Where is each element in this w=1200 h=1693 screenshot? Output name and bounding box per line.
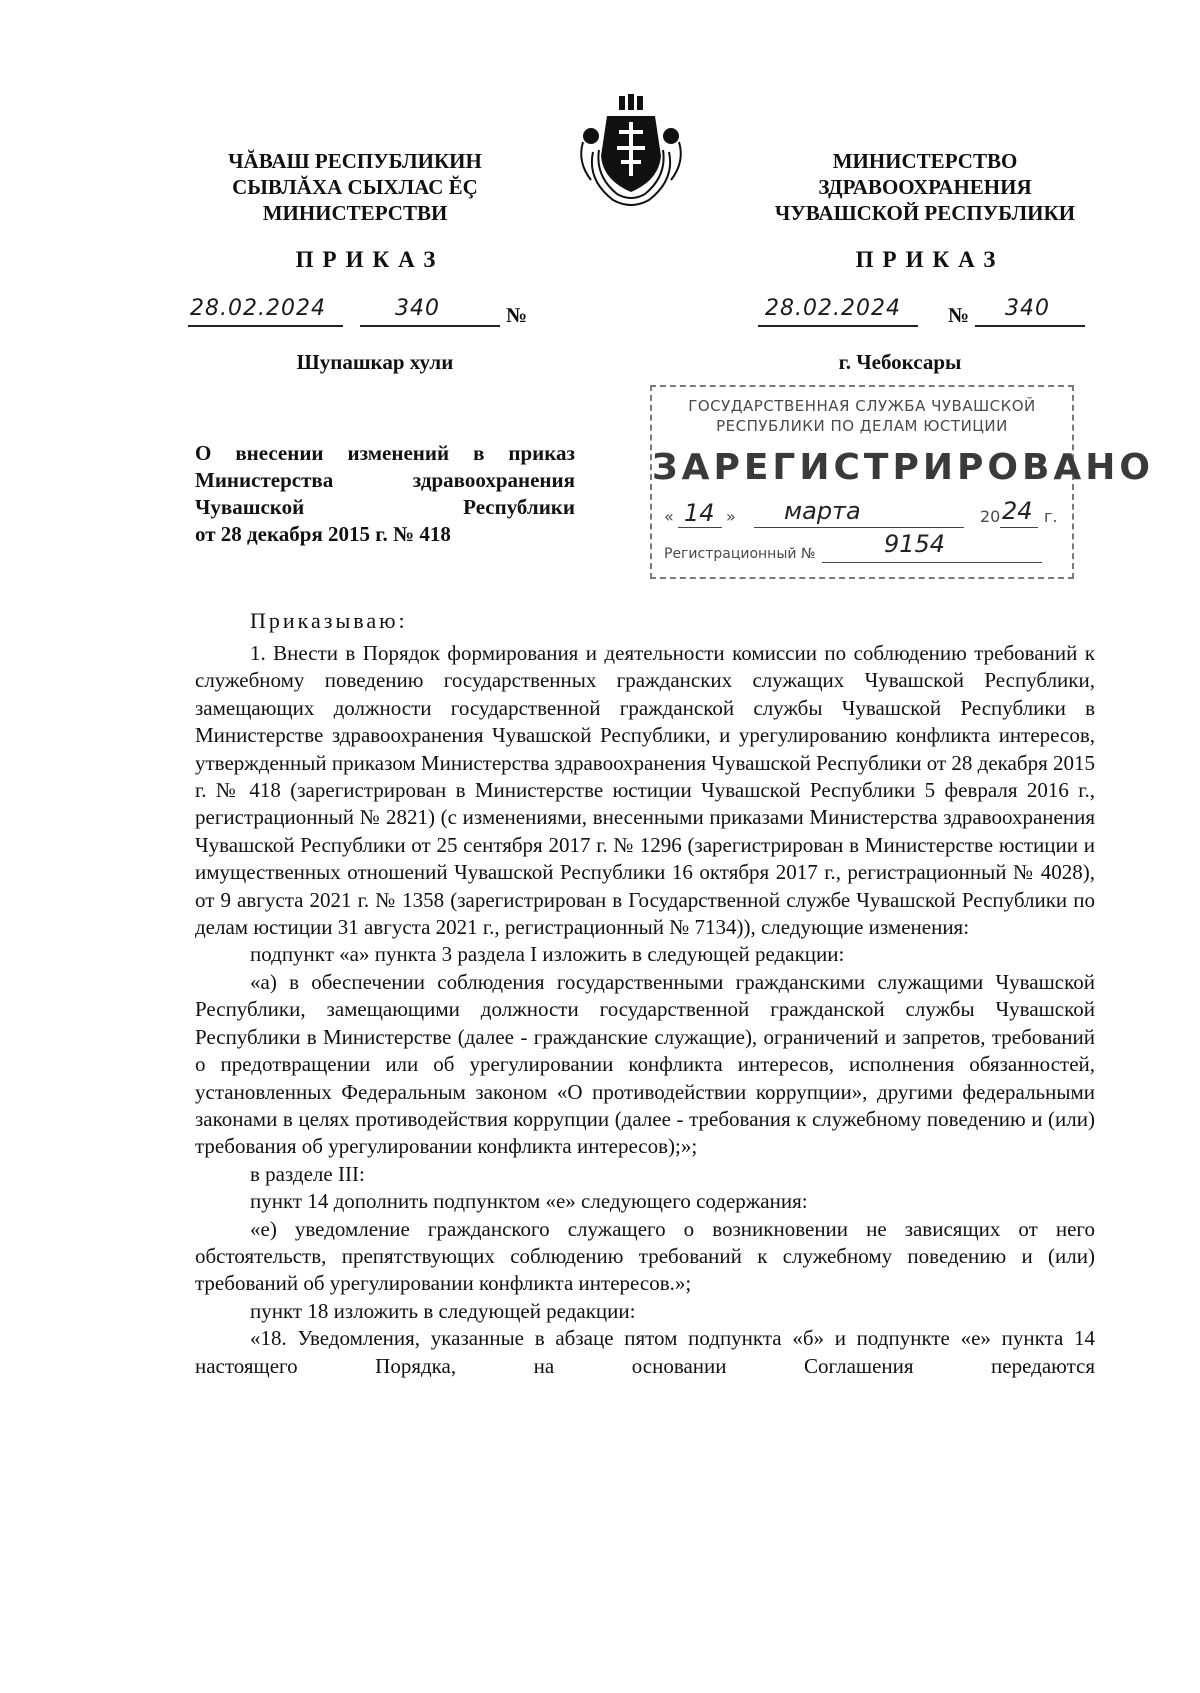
stamp-day-line — [678, 527, 722, 528]
stamp-year-line — [1000, 527, 1038, 528]
left-number-underline — [360, 325, 500, 327]
stamp-year-prefix: 20 — [980, 507, 1001, 526]
left-date-handwritten: 28.02.2024 — [190, 296, 326, 321]
header-right-line: ЗДРАВООХРАНЕНИЯ — [818, 175, 1032, 199]
document-body — [195, 640, 1095, 1380]
stamp-date-row — [662, 497, 1062, 535]
stamp-day-handwritten: 14 — [684, 499, 715, 527]
stamp-reg-number-handwritten: 9154 — [884, 530, 946, 558]
subject-line: от 28 декабря 2015 г. № 418 — [195, 522, 451, 546]
left-number-handwritten: 340 — [395, 296, 440, 321]
stamp-month-handwritten: марта — [784, 497, 861, 525]
stamp-year-handwritten: 24 — [1002, 497, 1033, 525]
body-paragraph: «а) в обеспечении соблюдения государственными гражданскими служащими Чувашской Республики, замещающими должности государственной гражданской службы Чувашской Республики в Министерстве (далее - гражданские служащие), ограничений и запретов, требований о предотвращении или об урегулировании конфликта интересов, исполнения обязанностей, установленных Федеральным законом «О противодействии коррупции», другими федеральными законами в целях противодействия коррупции (далее - требования к служебному поведению и (или) требования об урегулировании конфликта интересов);»; — [195, 969, 1095, 1159]
subject-line: О внесении изменений в приказ — [195, 441, 575, 465]
place-left: Шупашкар хули — [296, 350, 454, 374]
header-left-line: СЫВЛĂХА СЫХЛАС ĔÇ — [232, 175, 478, 199]
body-paragraph: в разделе III: — [250, 1161, 365, 1186]
stamp-year-abbr: г. — [1044, 507, 1058, 526]
header-right — [755, 148, 1095, 226]
stamp-line-2: РЕСПУБЛИКИ ПО ДЕЛАМ ЮСТИЦИИ — [716, 417, 1008, 435]
stamp-quote-open: « — [664, 507, 674, 526]
body-paragraph: пункт 18 изложить в следующей редакции: — [250, 1298, 636, 1323]
coat-of-arms-emblem — [573, 92, 689, 212]
body-paragraph: подпункт «а» пункта 3 раздела I изложить в следующей редакции: — [250, 942, 845, 967]
header-left — [215, 148, 495, 226]
stamp-reg-line — [822, 562, 1042, 563]
header-left-line: МИНИСТЕРСТВИ — [262, 201, 448, 225]
stamp-quote-close: » — [726, 507, 736, 526]
stamp-line-1: ГОСУДАРСТВЕННАЯ СЛУЖБА ЧУВАШСКОЙ — [688, 397, 1036, 415]
orders-word: Приказываю: — [250, 608, 408, 633]
stamp-month-line — [754, 527, 964, 528]
right-number-sign: № — [948, 303, 970, 327]
body-paragraph: «18. Уведомления, указанные в абзаце пятом подпункта «б» и подпункте «е» пункта 14 настоящего Порядка, на основании Соглашения передаются — [195, 1326, 1095, 1378]
right-date-handwritten: 28.02.2024 — [765, 296, 901, 321]
body-paragraph: 1. Внести в Порядок формирования и деятельности комиссии по соблюдению требований к служебному поведению государственных гражданских служащих Чувашской Республики, замещающих должности государственной гражданской службы Чувашской Республики в Министерстве здравоохранения Чувашской Республики, и урегулированию конфликта интересов, утвержденный приказом Министерства здравоохранения Чувашской Республики от 28 декабря 2015 г. № 418 (зарегистрирован в Министерстве юстиции Чувашской Республики 5 февраля 2016 г., регистрационный № 2821) (с изменениями, внесенными приказами Министерства здравоохранения Чувашской Республики от 25 сентября 2017 г. № 1296 (зарегистрирован в Министерстве юстиции и имущественных отношений Чувашской Республики 16 октября 2017 г., регистрационный № 4028), от 9 августа 2021 г. № 1358 (зарегистрирован в Государственной службе Чувашской Республики по делам юстиции 31 августа 2021 г., регистрационный № 7134)), следующие изменения: — [195, 641, 1095, 940]
header-left-line: ЧĂВАШ РЕСПУБЛИКИН — [228, 149, 482, 173]
right-number-handwritten: 340 — [1005, 296, 1050, 321]
order-title-left: ПРИКАЗ — [295, 247, 445, 272]
document-subject — [195, 440, 575, 548]
body-paragraph: пункт 14 дополнить подпунктом «е» следующего содержания: — [250, 1189, 808, 1214]
order-title-right: ПРИКАЗ — [855, 247, 1005, 272]
stamp-reg-label: Регистрационный № — [664, 546, 816, 562]
subject-line: Чувашской Республики — [195, 495, 575, 519]
subject-line: Министерства здравоохранения — [195, 468, 575, 492]
right-number-underline — [975, 325, 1085, 327]
left-number-sign: № — [506, 303, 528, 327]
registration-stamp — [650, 385, 1154, 579]
body-paragraph: «е) уведомление гражданского служащего о возникновении не зависящих от него обстоятельств, препятствующих соблюдению требований к служебному поведению и (или) требований об урегулировании конфликта интересов.»; — [195, 1216, 1095, 1296]
stamp-title: ЗАРЕГИСТРИРОВАНО — [652, 447, 1154, 488]
header-right-line: МИНИСТЕРСТВО — [832, 149, 1018, 173]
left-date-underline — [188, 325, 343, 327]
header-right-line: ЧУВАШСКОЙ РЕСПУБЛИКИ — [774, 201, 1076, 225]
place-right: г. Чебоксары — [838, 350, 962, 374]
right-date-underline — [758, 325, 918, 327]
stamp-regno-row — [662, 530, 1062, 570]
